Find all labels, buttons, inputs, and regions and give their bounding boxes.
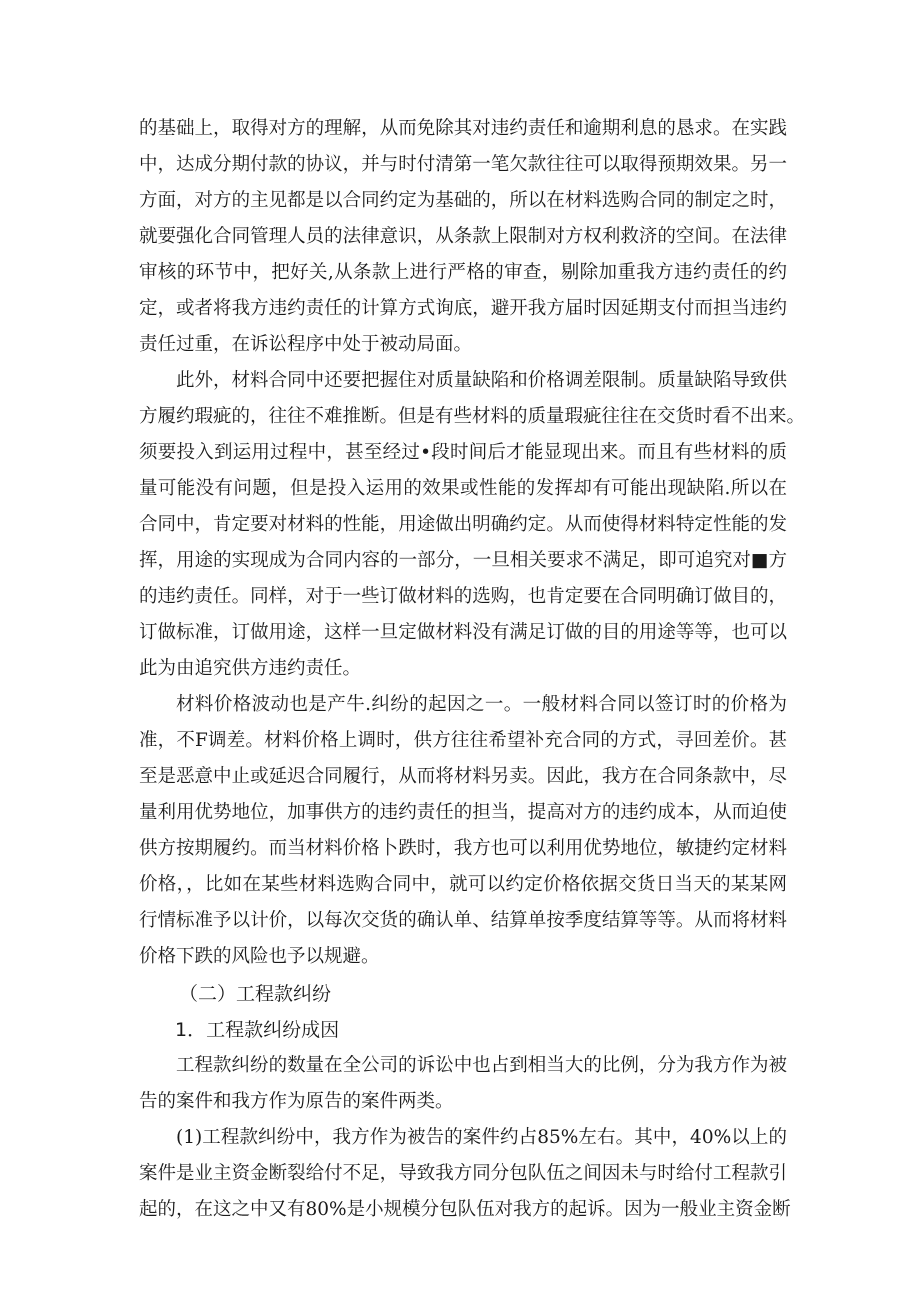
paragraph-line: 价格，，比如在某些材料选购合同中，就可以约定价格依据交货日当天的某某网 <box>139 874 787 895</box>
paragraph-line: 中，达成分期付款的协议，并与时付清第一笔欠款往往可以取得预期效果。另一 <box>139 154 787 175</box>
paragraph-line: 的违约责任。同样，对于一些订做材料的选购，也肯定要在合同明确订做目的， <box>139 586 787 607</box>
paragraph-line: 工程款纠纷的数量在全公司的诉讼中也占到相当大的比例，分为我方作为被 <box>176 1055 787 1076</box>
paragraph-line: 起的，在这之中又有80%是小规模分包队伍对我方的起诉。因为一般业主资金断 <box>139 1199 791 1220</box>
paragraph-line: 行情标准予以计价，以每次交货的确认单、结算单按季度结算等等。从而将材料 <box>139 910 787 931</box>
paragraph-line: 方面，对方的主见都是以合同约定为基础的，所以在材料选购合同的制定之时， <box>139 190 787 211</box>
paragraph-line: 量利用优势地位，加事供方的违约责任的担当，提高对方的违约成本，从而迫使 <box>139 802 787 823</box>
section-heading: （二）工程款纠纷 <box>179 983 332 1005</box>
paragraph-line: 责任过重，在诉讼程序中处于被动局面。 <box>139 334 473 355</box>
paragraph-line: 案件是业主资金断裂给付不足，导致我方同分包队伍之间因未与时给付工程款引 <box>139 1163 787 1184</box>
paragraph-line: 方履约瑕疵的，往往不难推断。但是有些材料的质量瑕疵往往在交货时看不出来。 <box>139 406 806 427</box>
paragraph-line: 的基础上，取得对方的理解，从而免除其对违约责任和逾期利息的恳求。在实践 <box>139 118 787 139</box>
paragraph-line: 告的案件和我方作为原告的案件两类。 <box>139 1091 454 1112</box>
paragraph-line: 价格下跌的风险也予以规避。 <box>139 946 380 967</box>
paragraph-line: 材料价格波动也是产牛.纠纷的起因之一。一般材料合同以签订时的价格为 <box>176 694 787 715</box>
paragraph-line: 量可能没有问题，但是投入运用的效果或性能的发挥却有可能出现缺陷.所以在 <box>139 478 787 499</box>
paragraph-line: (1)工程款纠纷中，我方作为被告的案件约占85%左右。其中，40%以上的 <box>176 1127 787 1148</box>
paragraph-line: 就要强化合同管理人员的法律意识，从条款上限制对方权利救济的空间。在法律 <box>139 226 787 247</box>
paragraph-line: 审核的环节中，把好关,从条款上进行严格的审查，剔除加重我方违约责任的约 <box>139 262 787 283</box>
paragraph-line: 此外，材料合同中还要把握住对质量缺陷和价格调差限制。质量缺陷导致供 <box>176 370 787 391</box>
paragraph-line: 至是恶意中止或延迟合同履行，从而将材料另卖。因此，我方在合同条款中，尽 <box>139 766 787 787</box>
paragraph-line: 合同中，肯定要对材料的性能，用途做出明确约定。从而使得材料特定性能的发 <box>139 514 787 535</box>
paragraph-line: 准，不F调差。材料价格上调时，供方往往希望补充合同的方式，寻回差价。甚 <box>139 730 787 751</box>
paragraph-line: 挥，用途的实现成为合同内容的一部分，一旦相关要求不满足，即可追究对■方 <box>139 550 787 571</box>
paragraph-line: 此为由追究供方违约责任。 <box>139 658 362 679</box>
paragraph-line: 订做标准，订做用途，这样一旦定做材料没有满足订做的目的用途等等，也可以 <box>139 622 787 643</box>
paragraph-line: 定，或者将我方违约责任的计算方式询底，避开我方届时因延期支付而担当违约 <box>139 298 787 319</box>
paragraph-line: 供方按期履约。而当材料价格卜跌时，我方也可以利用优势地位，敏捷约定材料 <box>139 838 787 859</box>
subsection-heading: 1．工程款纠纷成因 <box>175 1019 340 1041</box>
paragraph-line: 须要投入到运用过程中，甚至经过•段时间后才能显现出来。而且有些材料的质 <box>139 442 787 463</box>
